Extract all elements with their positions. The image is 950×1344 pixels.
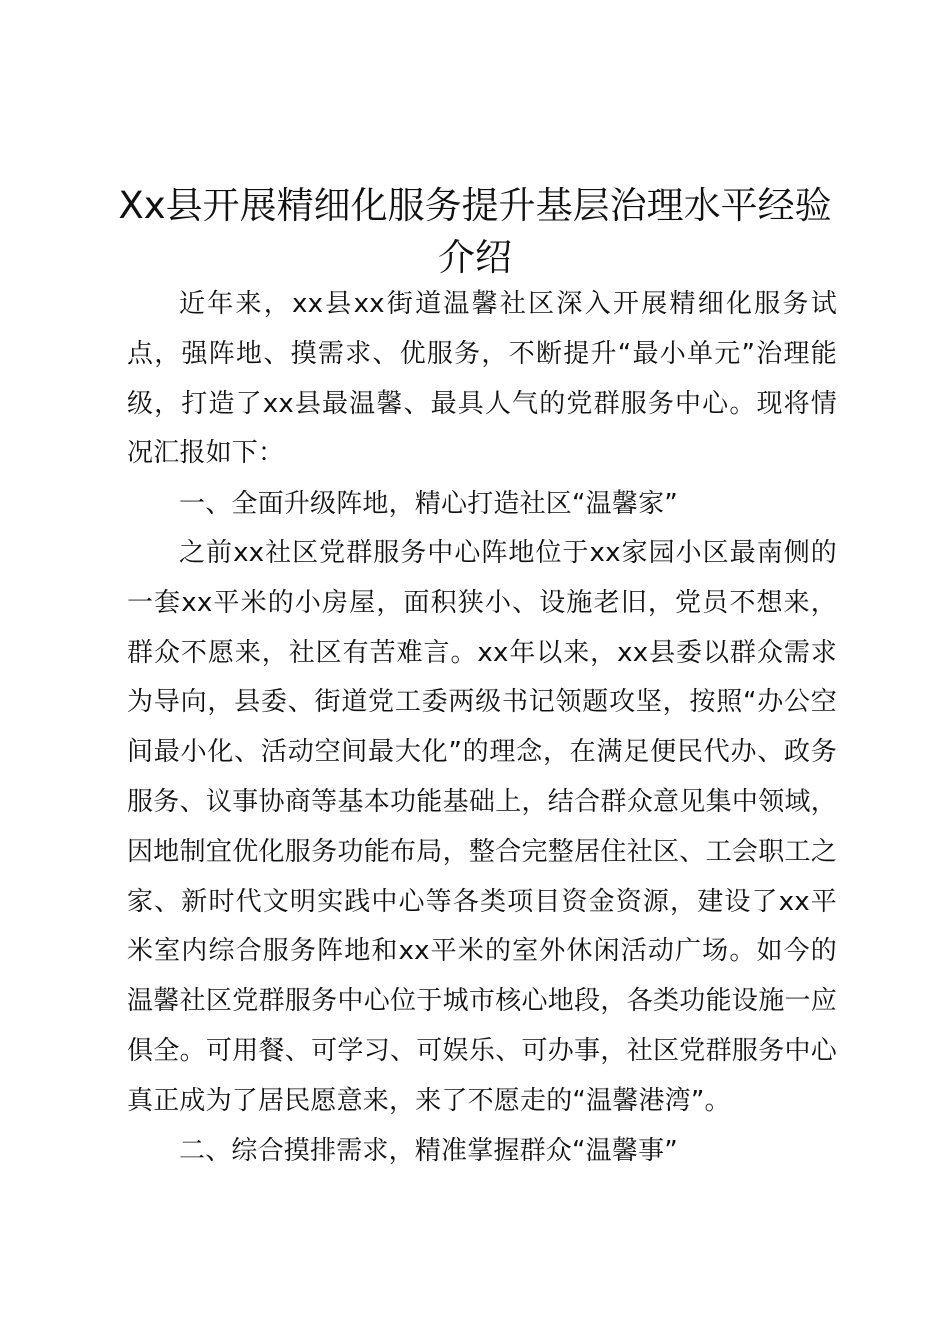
document-title: Xx县开展精细化服务提升基层治理水平经验介绍 [118,184,832,279]
section-heading-2: 二、综合摸排需求，精准掌握群众“温馨事” [179,1136,678,1166]
section-heading-1: 一、全面升级阵地，精心打造社区“温馨家” [179,489,678,519]
intro-paragraph: 近年来，xx县xx街道温馨社区深入开展精细化服务试点，强阵地、摸需求、优服务，不断提升“最小单元”治理能级，打造了xx县最温馨、最具人气的党群服务中心。现将情况汇报如下： [127,289,837,469]
section-1-paragraph: 之前xx社区党群服务中心阵地位于xx家园小区最南侧的一套xx平米的小房屋，面积狭小、设施老旧，党员不想来，群众不愿来，社区有苦难言。xx年以来，xx县委以群众需求为导向，县委、街道党工委两级书记领题攻坚，按照“办公空间最小化、活动空间最大化”的理念，在满足便民代办、政务服务、议事协商等基本功能基础上，结合群众意见集中领域，因地制宜优化服务功能布局，整合完整居住社区、工会职工之家、新时代文明实践中心等各类项目资金资源，建设了xx平米室内综合服务阵地和xx平米的室外休闲活动广场。如今的温馨社区党群服务中心位于城市核心地段，各类功能设施一应俱全。可用餐、可学习、可娱乐、可办事，社区党群服务中心真正成为了居民愿意来，来了不愿走的“温馨港湾”。 [127,538,837,1116]
